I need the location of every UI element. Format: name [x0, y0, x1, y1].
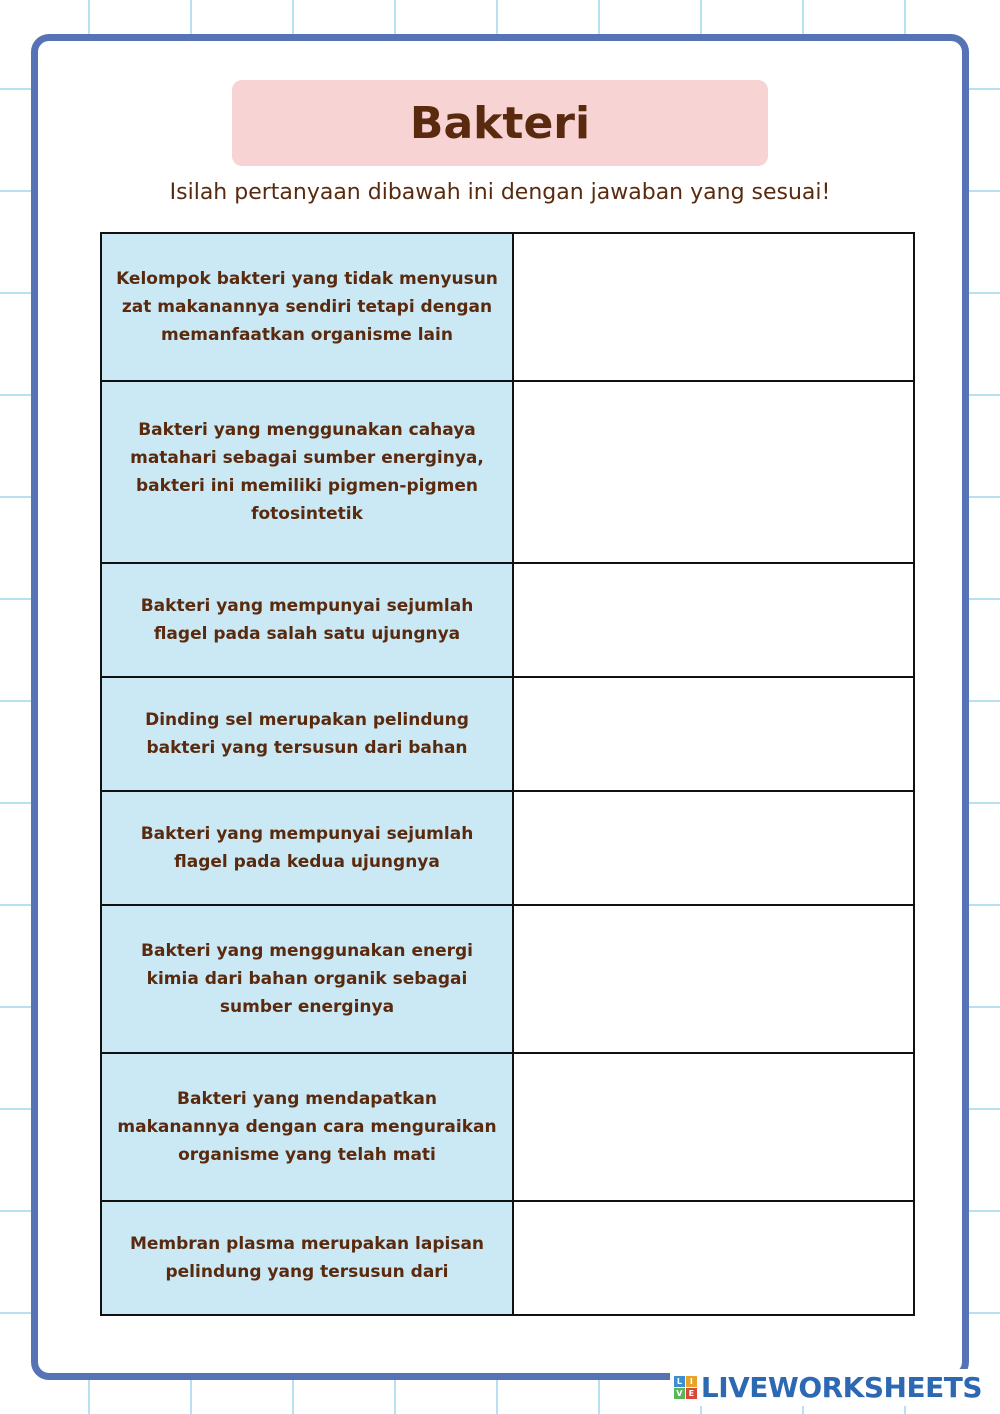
question-cell: Bakteri yang mempunyai sejumlah flagel pada kedua ujungnya	[101, 791, 513, 905]
table-row	[101, 905, 914, 1053]
table-row	[101, 677, 914, 791]
liveworksheets-logo-icon	[674, 1376, 697, 1399]
answer-cell[interactable]	[513, 381, 914, 563]
answer-cell[interactable]	[513, 563, 914, 677]
answer-cell[interactable]	[513, 677, 914, 791]
answer-input-3[interactable]	[528, 609, 903, 632]
question-cell: Bakteri yang mendapatkan makanannya dengan cara menguraikan organisme yang telah mati	[101, 1053, 513, 1201]
table-row	[101, 233, 914, 381]
table-row	[101, 381, 914, 563]
answer-cell[interactable]	[513, 905, 914, 1053]
table-row	[101, 563, 914, 677]
logo-letter: V	[674, 1388, 685, 1399]
question-cell: Bakteri yang mempunyai sejumlah flagel pada salah satu ujungnya	[101, 563, 513, 677]
question-cell: Membran plasma merupakan lapisan pelindung yang tersusun dari	[101, 1201, 513, 1315]
answer-input-7[interactable]	[528, 1116, 903, 1139]
answer-cell[interactable]	[513, 1053, 914, 1201]
title-banner	[232, 80, 768, 166]
question-cell: Bakteri yang menggunakan cahaya matahari sebagai sumber energinya, bakteri ini memiliki pigmen-pigmen fotosintetik	[101, 381, 513, 563]
answer-cell[interactable]	[513, 233, 914, 381]
instructions-text: Isilah pertanyaan dibawah ini dengan jawaban yang sesuai!	[169, 180, 831, 205]
table-row	[101, 791, 914, 905]
liveworksheets-brand[interactable]	[670, 1369, 986, 1406]
question-cell: Bakteri yang menggunakan energi kimia dari bahan organik sebagai sumber energinya	[101, 905, 513, 1053]
answer-input-8[interactable]	[528, 1247, 903, 1270]
brand-name: LIVEWORKSHEETS	[700, 1371, 982, 1404]
answer-input-5[interactable]	[528, 837, 903, 860]
question-cell: Kelompok bakteri yang tidak menyusun zat makanannya sendiri tetapi dengan memanfaatkan organisme lain	[101, 233, 513, 381]
answer-cell[interactable]	[513, 1201, 914, 1315]
logo-letter: I	[686, 1376, 697, 1387]
question-cell: Dinding sel merupakan pelindung bakteri yang tersusun dari bahan	[101, 677, 513, 791]
answer-input-2[interactable]	[528, 461, 903, 484]
page-title: Bakteri	[409, 97, 591, 149]
answer-input-1[interactable]	[528, 296, 903, 319]
table-row	[101, 1201, 914, 1315]
logo-letter: E	[686, 1388, 697, 1399]
answer-input-4[interactable]	[528, 723, 903, 746]
table-row	[101, 1053, 914, 1201]
question-answer-table	[100, 232, 915, 1316]
answer-cell[interactable]	[513, 791, 914, 905]
logo-letter: L	[674, 1376, 685, 1387]
answer-input-6[interactable]	[528, 968, 903, 991]
